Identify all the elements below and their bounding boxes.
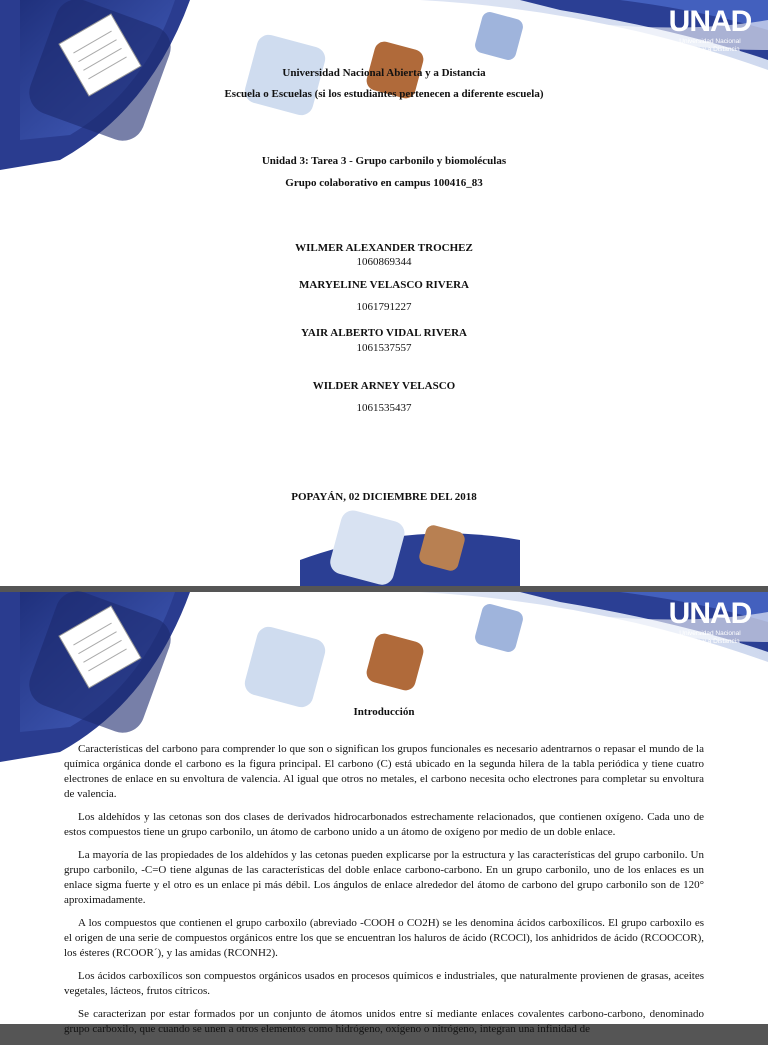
intro-body bbox=[64, 742, 704, 1045]
logo-subtitle-2: Abierta y a Distancia bbox=[680, 46, 740, 53]
intro-paragraph-3: La mayoría de las propiedades de los aldehídos y las cetonas pueden explicarse por la estructura y las características del grupo carbonilo. Un grupo carbonilo, -C=O tiene algunas de las características del doble enlace carbono-carbono. En un grupo carbonilo, uno de los enlaces es un enlace sigma fuerte y el otro es un enlace pi más débil. Los ángulos de enlace alrededor del átomo de carbono del grupo carbonilo son de 120° aproximadamente. bbox=[64, 849, 704, 906]
logo-mark: UNAD bbox=[668, 5, 752, 38]
logo-subtitle-1b: Universidad Nacional bbox=[679, 630, 741, 637]
intro-page bbox=[0, 592, 768, 1035]
intro-paragraph-6: Se caracterizan por estar formados por un conjunto de átomos unidos entre sí mediante enlaces covalentes carbono-carbono, denominado grupo carboxilo, que cuando se unen a otros elementos como hidrógeno, oxígeno o nitrógeno, integran una infinidad de bbox=[64, 1008, 704, 1035]
intro-paragraph-2: Los aldehídos y las cetonas son dos clases de derivados hidrocarbonados estrechamente relacionados, que contienen oxígeno. Cada uno de estos compuestos tiene un grupo carbonilo, un átomo de carbono unido a un átomo de oxígeno por medio de un doble enlace. bbox=[64, 811, 704, 838]
student-id-1: 1060869344 bbox=[356, 256, 412, 268]
unit-title: Unidad 3: Tarea 3 - Grupo carbonilo y biomoléculas bbox=[261, 155, 507, 167]
student-name-4: WILDER ARNEY VELASCO bbox=[312, 380, 456, 392]
unad-logo-2 bbox=[666, 598, 754, 646]
intro-paragraph-5: Los ácidos carboxílicos son compuestos orgánicos usados en procesos químicos e industriales, que naturalmente provienen de grasas, aceites vegetales, lácteos, frutos cítricos. bbox=[64, 970, 704, 997]
student-id-3: 1061537557 bbox=[356, 342, 412, 354]
logo-mark-2: UNAD bbox=[668, 597, 752, 630]
logo-subtitle-2b: Abierta y a Distancia bbox=[680, 638, 740, 645]
intro-title: Introducción bbox=[353, 706, 415, 718]
place-date: POPAYÁN, 02 DICIEMBRE DEL 2018 bbox=[291, 491, 477, 503]
student-name-1: WILMER ALEXANDER TROCHEZ bbox=[295, 242, 473, 254]
bottom-decoration bbox=[300, 500, 520, 586]
header-banner bbox=[0, 0, 768, 200]
unad-logo bbox=[666, 6, 754, 54]
intro-paragraph-4: A los compuestos que contienen el grupo carboxilo (abreviado -COOH o CO2H) se les denomina ácidos carboxílicos. El grupo carboxilo es el origen de una serie de compuestos orgánicos entre los que se encuentran los haluros de ácido (RCOCl), los anhidridos de ácido (RCOOCOR), los ésteres (RCOOR´), y las amidas (RCONH2). bbox=[64, 917, 704, 959]
university-name: Universidad Nacional Abierta y a Distancia bbox=[282, 67, 486, 79]
student-name-3: YAIR ALBERTO VIDAL RIVERA bbox=[301, 327, 467, 339]
intro-paragraph-1: Características del carbono para comprender lo que son o significan los grupos funcionales es necesario adentrarnos o repasar el mundo de la química orgánica donde el carbono es la figura principal. El carbono (C) está ubicado en la segunda hilera de la tabla periódica y tiene cuatro electrones de enlace en su envoltura de valencia. Al igual que otros no metales, el carbono necesita ocho electrones para completar su envoltura de valencia. bbox=[64, 743, 704, 800]
school-name: Escuela o Escuelas (si los estudiantes pertenecen a diferente escuela) bbox=[224, 88, 544, 100]
student-id-2: 1061791227 bbox=[356, 301, 412, 313]
group-title: Grupo colaborativo en campus 100416_83 bbox=[285, 177, 483, 189]
logo-subtitle-1: Universidad Nacional bbox=[679, 38, 741, 45]
student-id-4: 1061535437 bbox=[356, 402, 412, 414]
student-name-2: MARYELINE VELASCO RIVERA bbox=[299, 279, 469, 291]
